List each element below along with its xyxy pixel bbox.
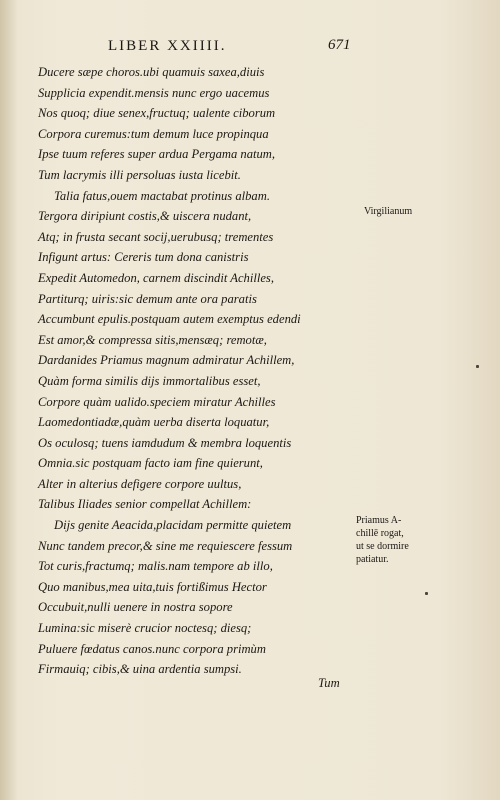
text-line: Lumina:sic miserè crucior noctesq; diesq; xyxy=(38,621,252,636)
text-line: Os oculosq; tuens iamdudum & membra loquentis xyxy=(38,435,292,450)
text-line: Nos quoq; diue senex,fructuq; ualente ciborum xyxy=(38,106,276,121)
margin-mark xyxy=(476,365,479,368)
text-line: Occubuit,nulli uenere in nostra sopore xyxy=(38,600,233,615)
text-line: Supplicia expendit.mensis nunc ergo uacemus xyxy=(38,85,270,100)
text-line: Quàm forma similis dijs immortalibus esset, xyxy=(38,373,261,388)
text-line: Partiturq; uiris:sic demum ante ora paratis xyxy=(38,291,257,306)
margin-note-line: patiatur. xyxy=(356,554,389,565)
text-line: Dardanides Priamus magnum admiratur Achillem, xyxy=(38,353,295,368)
margin-note-virgilianum: Virgilianum xyxy=(364,206,413,217)
text-line: Expedit Automedon, carnem discindit Achilles, xyxy=(38,270,274,285)
margin-note-line: ut se dormire xyxy=(356,541,409,552)
text-line: Tergora diripiunt costis,& uiscera nudant, xyxy=(38,209,252,224)
margin-note-line: chillē rogat, xyxy=(356,528,404,539)
margin-mark xyxy=(425,592,428,595)
text-line: Tum lacrymis illi persoluas iusta licebit. xyxy=(38,167,241,182)
text-line: Puluere fœdatus canos.nunc corpora primùm xyxy=(38,641,266,656)
text-line: Est amor,& compressa sitis,mensæq; remotæ, xyxy=(38,332,267,347)
text-line: Laomedontiadæ,quàm uerba diserta loquatur, xyxy=(38,415,270,430)
text-line: Firmauiq; cibis,& uina ardentia sumpsi. xyxy=(38,662,242,677)
running-head: LIBER XXIIII. xyxy=(108,38,227,54)
text-line: Infigunt artus: Cereris tum dona canistris xyxy=(38,250,249,265)
text-line: Atq; in frusta secant socij,uerubusq; trementes xyxy=(38,229,274,244)
text-line: Ipse tuum referes super ardua Pergama natum, xyxy=(38,147,276,162)
page-number: 671 xyxy=(328,37,351,53)
text-line: Ducere sæpe choros.ubi quamuis saxea,diuis xyxy=(38,65,265,79)
text-line: Talibus Iliades senior compellat Achillem: xyxy=(38,497,252,512)
text-line: Accumbunt epulis.postquam autem exemptus edendi xyxy=(38,312,301,327)
text-line: Alter in alterius defigere corpore uultus, xyxy=(38,476,242,491)
text-line: Corpore quàm ualido.speciem miratur Achilles xyxy=(38,394,276,409)
text-line: Nunc tandem precor,& sine me requiescere fessum xyxy=(38,538,293,553)
text-line: Dijs genite Aeacida,placidam permitte quietem xyxy=(54,518,292,533)
text-line: Omnia.sic postquam facto iam fine quierunt, xyxy=(38,456,263,471)
text-line: Quo manibus,mea uita,tuis fortißimus Hector xyxy=(38,579,267,594)
text-line: Tot curis,fractumq; malis.nam tempore ab illo, xyxy=(38,559,273,574)
margin-note-priamus xyxy=(356,514,446,566)
text-line: Talia fatus,ouem mactabat protinus albam. xyxy=(54,188,270,203)
margin-note-line: Priamus A- xyxy=(356,515,402,526)
latin-verse-text xyxy=(38,62,348,680)
text-line: Corpora curemus:tum demum luce propinqua xyxy=(38,126,269,141)
catchword: Tum xyxy=(318,676,340,690)
